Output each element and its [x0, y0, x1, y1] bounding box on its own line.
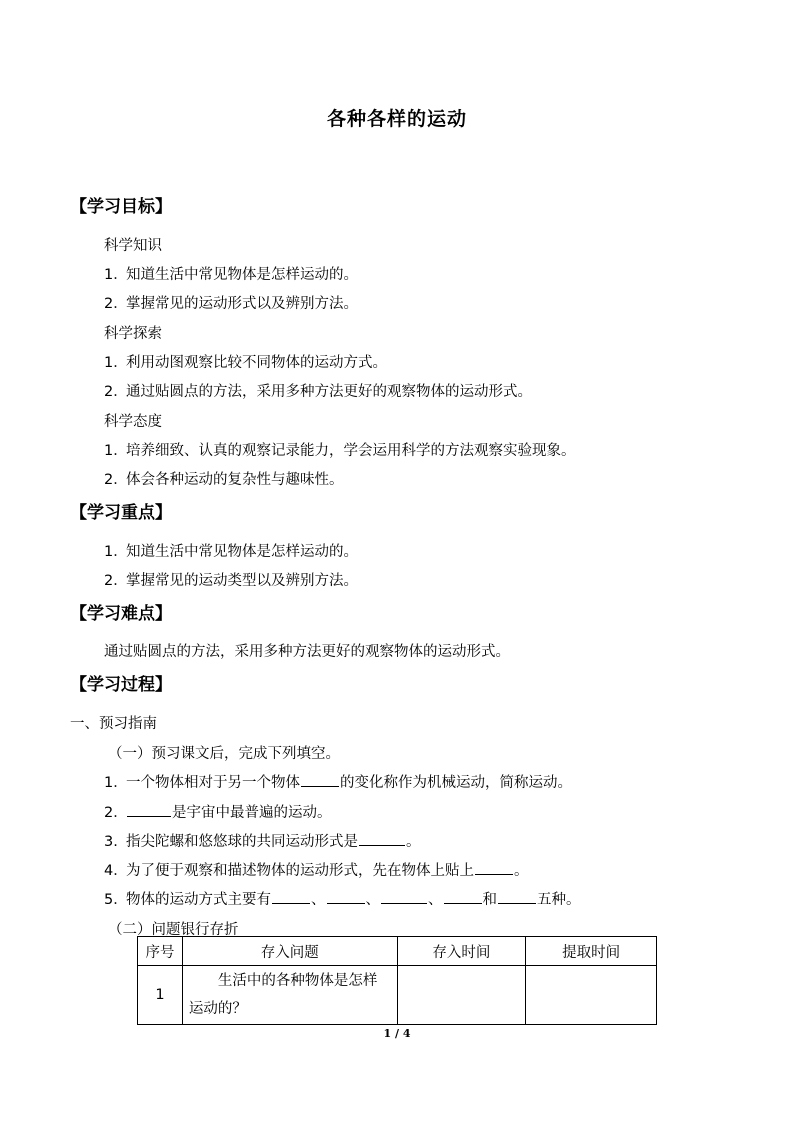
column-header-withdraw-time: 提取时间 — [526, 937, 657, 966]
row-deposit-time[interactable] — [397, 966, 526, 1025]
goals-explore-heading: 科学探索 — [104, 326, 162, 342]
answer-blank[interactable] — [272, 889, 310, 904]
answer-blank[interactable] — [327, 889, 365, 904]
part-heading-preview: 一、预习指南 — [70, 716, 157, 732]
section-heading-key: 【学习重点】 — [70, 503, 172, 523]
key-point-item: 2．掌握常见的运动类型以及辨别方法。 — [104, 573, 358, 589]
goals-attitude-item: 1．培养细致、认真的观察记录能力，学会运用科学的方法观察实验现象。 — [104, 443, 576, 459]
column-header-index: 序号 — [138, 937, 183, 966]
goals-attitude-heading: 科学态度 — [104, 414, 162, 430]
goals-knowledge-item: 2．掌握常见的运动形式以及辨别方法。 — [104, 296, 358, 312]
answer-blank[interactable] — [127, 802, 171, 817]
table-header-row — [138, 937, 657, 966]
fill-question-4: 4．为了便于观察和描述物体的运动形式，先在物体上贴上 。 — [104, 859, 529, 880]
page-title: 各种各样的运动 — [326, 108, 467, 130]
answer-blank[interactable] — [444, 889, 482, 904]
column-header-question: 存入问题 — [182, 937, 397, 966]
fill-question-2: 2． 是宇宙中最普遍的运动。 — [104, 801, 332, 822]
page-number: 1 / 4 — [383, 1027, 411, 1040]
section-heading-process: 【学习过程】 — [70, 675, 172, 695]
row-index: 1 — [138, 966, 183, 1025]
goals-knowledge-item: 1．知道生活中常见物体是怎样运动的。 — [104, 267, 358, 283]
table-row — [138, 966, 657, 1025]
fill-question-1: 1．一个物体相对于另一个物体 的变化称作为机械运动，简称运动。 — [104, 771, 572, 792]
difficulty-text: 通过贴圆点的方法，采用多种方法更好的观察物体的运动形式。 — [104, 644, 510, 660]
answer-blank[interactable] — [381, 889, 427, 904]
section-heading-difficulty: 【学习难点】 — [70, 604, 172, 624]
goals-knowledge-heading: 科学知识 — [104, 238, 162, 254]
answer-blank[interactable] — [475, 860, 513, 875]
answer-blank[interactable] — [359, 831, 405, 846]
row-question: 生活中的各种物体是怎样运动的？ — [182, 966, 397, 1025]
goals-explore-item: 1．利用动图观察比较不同物体的运动方式。 — [104, 355, 387, 371]
question-bank-table — [137, 936, 657, 1025]
subheading-fill-blanks: （一）预习课文后，完成下列填空。 — [108, 746, 340, 762]
fill-question-5: 5．物体的运动方式主要有 、 、 、 和 五种。 — [104, 888, 581, 909]
row-withdraw-time[interactable] — [526, 966, 657, 1025]
fill-question-3: 3. 指尖陀螺和悠悠球的共同运动形式是 。 — [104, 830, 421, 851]
goals-explore-item: 2．通过贴圆点的方法，采用多种方法更好的观察物体的运动形式。 — [104, 384, 532, 400]
section-heading-goals: 【学习目标】 — [70, 197, 172, 217]
goals-attitude-item: 2．体会各种运动的复杂性与趣味性。 — [104, 472, 344, 488]
column-header-deposit-time: 存入时间 — [397, 937, 526, 966]
answer-blank[interactable] — [498, 889, 536, 904]
key-point-item: 1．知道生活中常见物体是怎样运动的。 — [104, 544, 358, 560]
subheading-question-bank: （二）问题银行存折 — [108, 922, 239, 938]
answer-blank[interactable] — [301, 772, 339, 787]
